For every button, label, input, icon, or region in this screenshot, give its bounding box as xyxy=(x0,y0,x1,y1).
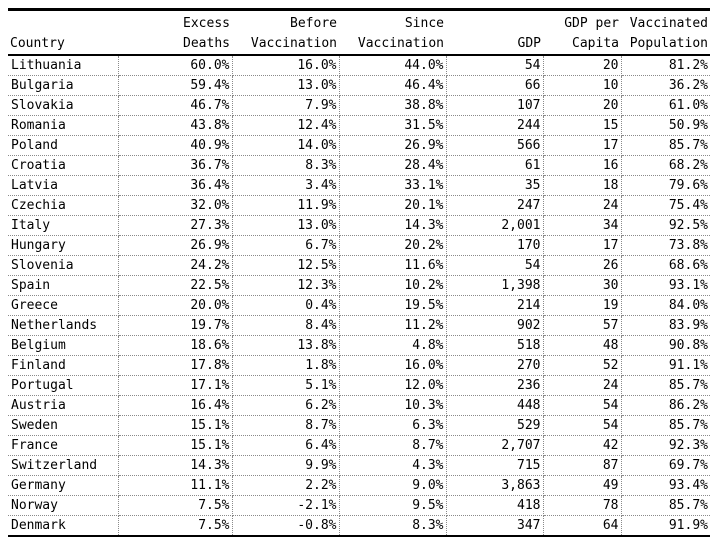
table-row xyxy=(8,436,710,456)
vaccinated-population-cell: 73.8% xyxy=(621,236,710,256)
before-vaccination-cell: 6.4% xyxy=(232,436,339,456)
table-row xyxy=(8,296,710,316)
country-cell: Slovakia xyxy=(8,96,118,116)
gdp-cell: 418 xyxy=(446,496,543,516)
before-vaccination-cell: 16.0% xyxy=(232,55,339,76)
table-row xyxy=(8,236,710,256)
since-vaccination-cell: 46.4% xyxy=(339,76,446,96)
before-vaccination-cell: 12.3% xyxy=(232,276,339,296)
gdp-per-capita-cell: 19 xyxy=(543,296,621,316)
vaccinated-population-cell: 85.7% xyxy=(621,496,710,516)
before-vaccination-cell: 3.4% xyxy=(232,176,339,196)
country-cell: Norway xyxy=(8,496,118,516)
gdp-cell: 566 xyxy=(446,136,543,156)
gdp-cell: 902 xyxy=(446,316,543,336)
gdp-cell: 107 xyxy=(446,96,543,116)
since-vaccination-cell: 11.6% xyxy=(339,256,446,276)
header-row xyxy=(8,10,710,56)
country-cell: Sweden xyxy=(8,416,118,436)
since-vaccination-cell: 10.3% xyxy=(339,396,446,416)
country-cell: Lithuania xyxy=(8,55,118,76)
since-vaccination-cell: 4.3% xyxy=(339,456,446,476)
header-since-vaccination: Since Vaccination xyxy=(339,10,446,56)
before-vaccination-cell: 8.7% xyxy=(232,416,339,436)
table-row xyxy=(8,196,710,216)
vaccinated-population-cell: 81.2% xyxy=(621,55,710,76)
gdp-per-capita-cell: 78 xyxy=(543,496,621,516)
country-cell: Italy xyxy=(8,216,118,236)
before-vaccination-cell: 12.5% xyxy=(232,256,339,276)
excess-deaths-cell: 26.9% xyxy=(118,236,232,256)
table-row xyxy=(8,496,710,516)
vaccinated-population-cell: 68.2% xyxy=(621,156,710,176)
before-vaccination-cell: 2.2% xyxy=(232,476,339,496)
before-vaccination-cell: 13.0% xyxy=(232,216,339,236)
table-row xyxy=(8,336,710,356)
before-vaccination-cell: 6.2% xyxy=(232,396,339,416)
table-row xyxy=(8,516,710,537)
vaccinated-population-cell: 85.7% xyxy=(621,376,710,396)
table-row xyxy=(8,55,710,76)
country-cell: Greece xyxy=(8,296,118,316)
gdp-cell: 170 xyxy=(446,236,543,256)
excess-deaths-cell: 46.7% xyxy=(118,96,232,116)
vaccinated-population-cell: 36.2% xyxy=(621,76,710,96)
gdp-per-capita-cell: 54 xyxy=(543,396,621,416)
excess-deaths-cell: 7.5% xyxy=(118,516,232,537)
since-vaccination-cell: 9.5% xyxy=(339,496,446,516)
country-cell: Austria xyxy=(8,396,118,416)
gdp-per-capita-cell: 15 xyxy=(543,116,621,136)
vaccinated-population-cell: 69.7% xyxy=(621,456,710,476)
before-vaccination-cell: 13.0% xyxy=(232,76,339,96)
excess-deaths-cell: 11.1% xyxy=(118,476,232,496)
gdp-cell: 214 xyxy=(446,296,543,316)
gdp-cell: 35 xyxy=(446,176,543,196)
header-gdp-per-capita: GDP per Capita xyxy=(543,10,621,56)
vaccinated-population-cell: 90.8% xyxy=(621,336,710,356)
gdp-cell: 347 xyxy=(446,516,543,537)
table-row xyxy=(8,216,710,236)
gdp-cell: 715 xyxy=(446,456,543,476)
gdp-cell: 61 xyxy=(446,156,543,176)
gdp-per-capita-cell: 20 xyxy=(543,55,621,76)
header-before-vaccination: Before Vaccination xyxy=(232,10,339,56)
before-vaccination-cell: 5.1% xyxy=(232,376,339,396)
gdp-per-capita-cell: 10 xyxy=(543,76,621,96)
gdp-cell: 2,001 xyxy=(446,216,543,236)
vaccinated-population-cell: 84.0% xyxy=(621,296,710,316)
table-row xyxy=(8,156,710,176)
table-row xyxy=(8,476,710,496)
excess-deaths-cell: 18.6% xyxy=(118,336,232,356)
excess-deaths-cell: 17.1% xyxy=(118,376,232,396)
gdp-per-capita-cell: 34 xyxy=(543,216,621,236)
vaccinated-population-cell: 91.1% xyxy=(621,356,710,376)
before-vaccination-cell: 7.9% xyxy=(232,96,339,116)
excess-deaths-cell: 32.0% xyxy=(118,196,232,216)
since-vaccination-cell: 20.2% xyxy=(339,236,446,256)
country-cell: Romania xyxy=(8,116,118,136)
since-vaccination-cell: 8.7% xyxy=(339,436,446,456)
header-vaccinated-population: Vaccinated Population xyxy=(621,10,710,56)
country-cell: Germany xyxy=(8,476,118,496)
vaccinated-population-cell: 85.7% xyxy=(621,416,710,436)
excess-deaths-cell: 36.4% xyxy=(118,176,232,196)
vaccinated-population-cell: 93.1% xyxy=(621,276,710,296)
country-cell: Denmark xyxy=(8,516,118,537)
gdp-cell: 66 xyxy=(446,76,543,96)
gdp-per-capita-cell: 54 xyxy=(543,416,621,436)
gdp-per-capita-cell: 57 xyxy=(543,316,621,336)
excess-deaths-cell: 40.9% xyxy=(118,136,232,156)
since-vaccination-cell: 44.0% xyxy=(339,55,446,76)
gdp-per-capita-cell: 64 xyxy=(543,516,621,537)
country-cell: Netherlands xyxy=(8,316,118,336)
vaccinated-population-cell: 83.9% xyxy=(621,316,710,336)
since-vaccination-cell: 6.3% xyxy=(339,416,446,436)
gdp-cell: 2,707 xyxy=(446,436,543,456)
excess-deaths-cell: 20.0% xyxy=(118,296,232,316)
before-vaccination-cell: 0.4% xyxy=(232,296,339,316)
gdp-per-capita-cell: 48 xyxy=(543,336,621,356)
excess-deaths-cell: 19.7% xyxy=(118,316,232,336)
since-vaccination-cell: 9.0% xyxy=(339,476,446,496)
before-vaccination-cell: -0.8% xyxy=(232,516,339,537)
gdp-per-capita-cell: 17 xyxy=(543,136,621,156)
excess-deaths-cell: 17.8% xyxy=(118,356,232,376)
before-vaccination-cell: 9.9% xyxy=(232,456,339,476)
header-gdp: GDP xyxy=(446,10,543,56)
gdp-cell: 3,863 xyxy=(446,476,543,496)
gdp-cell: 54 xyxy=(446,256,543,276)
excess-deaths-cell: 36.7% xyxy=(118,156,232,176)
table-row xyxy=(8,76,710,96)
vaccinated-population-cell: 91.9% xyxy=(668,517,708,533)
table-row xyxy=(8,456,710,476)
before-vaccination-cell: -2.1% xyxy=(232,496,339,516)
gdp-cell: 1,398 xyxy=(446,276,543,296)
since-vaccination-cell: 12.0% xyxy=(339,376,446,396)
country-cell: Hungary xyxy=(8,236,118,256)
vaccinated-population-cell: 61.0% xyxy=(621,96,710,116)
data-table xyxy=(8,8,710,537)
since-vaccination-cell: 14.3% xyxy=(339,216,446,236)
since-vaccination-cell: 8.3% xyxy=(339,516,446,537)
since-vaccination-cell: 10.2% xyxy=(339,276,446,296)
table-row xyxy=(8,316,710,336)
gdp-per-capita-cell: 24 xyxy=(543,196,621,216)
country-cell: Finland xyxy=(8,356,118,376)
gdp-per-capita-cell: 24 xyxy=(543,376,621,396)
vaccinated-population-cell: 93.4% xyxy=(621,476,710,496)
vaccinated-population-cell: 92.3% xyxy=(621,436,710,456)
gdp-cell: 236 xyxy=(446,376,543,396)
gdp-per-capita-cell: 17 xyxy=(543,236,621,256)
before-vaccination-cell: 6.7% xyxy=(232,236,339,256)
before-vaccination-cell: 1.8% xyxy=(232,356,339,376)
table-row xyxy=(8,356,710,376)
country-cell: Bulgaria xyxy=(8,76,118,96)
country-cell: Spain xyxy=(8,276,118,296)
excess-deaths-cell: 15.1% xyxy=(118,416,232,436)
before-vaccination-cell: 8.4% xyxy=(232,316,339,336)
header-excess-deaths: Excess Deaths xyxy=(118,10,232,56)
gdp-cell: 247 xyxy=(446,196,543,216)
since-vaccination-cell: 4.8% xyxy=(339,336,446,356)
table-row xyxy=(8,96,710,116)
excess-deaths-cell: 16.4% xyxy=(118,396,232,416)
since-vaccination-cell: 11.2% xyxy=(339,316,446,336)
gdp-per-capita-cell: 42 xyxy=(543,436,621,456)
table-row xyxy=(8,416,710,436)
before-vaccination-cell: 8.3% xyxy=(232,156,339,176)
country-cell: Croatia xyxy=(8,156,118,176)
country-cell: Poland xyxy=(8,136,118,156)
vaccinated-population-cell: 85.7% xyxy=(621,136,710,156)
country-cell: Portugal xyxy=(8,376,118,396)
vaccinated-population-cell: 75.4% xyxy=(621,196,710,216)
table-row xyxy=(8,176,710,196)
country-cell: Slovenia xyxy=(8,256,118,276)
since-vaccination-cell: 33.1% xyxy=(339,176,446,196)
table-row xyxy=(8,256,710,276)
country-cell: Czechia xyxy=(8,196,118,216)
excess-deaths-cell: 15.1% xyxy=(118,436,232,456)
vaccinated-population-cell: 79.6% xyxy=(621,176,710,196)
table-body xyxy=(8,55,710,536)
gdp-per-capita-cell: 26 xyxy=(543,256,621,276)
vaccinated-population-cell: 68.6% xyxy=(621,256,710,276)
excess-deaths-cell: 14.3% xyxy=(118,456,232,476)
country-cell: Belgium xyxy=(8,336,118,356)
excess-deaths-cell: 24.2% xyxy=(118,256,232,276)
country-cell: Switzerland xyxy=(8,456,118,476)
excess-deaths-cell: 59.4% xyxy=(118,76,232,96)
gdp-cell: 448 xyxy=(446,396,543,416)
gdp-cell: 270 xyxy=(446,356,543,376)
excess-deaths-cell: 22.5% xyxy=(118,276,232,296)
since-vaccination-cell: 31.5% xyxy=(339,116,446,136)
gdp-cell: 244 xyxy=(446,116,543,136)
since-vaccination-cell: 38.8% xyxy=(339,96,446,116)
gdp-cell: 529 xyxy=(446,416,543,436)
gdp-per-capita-cell: 20 xyxy=(543,96,621,116)
excess-deaths-cell: 27.3% xyxy=(118,216,232,236)
vaccinated-population-cell: 92.5% xyxy=(621,216,710,236)
gdp-per-capita-cell: 52 xyxy=(543,356,621,376)
since-vaccination-cell: 26.9% xyxy=(339,136,446,156)
since-vaccination-cell: 19.5% xyxy=(339,296,446,316)
table-row xyxy=(8,116,710,136)
vaccinated-population-cell: 50.9% xyxy=(621,116,710,136)
gdp-per-capita-cell: 30 xyxy=(543,276,621,296)
excess-deaths-cell: 60.0% xyxy=(118,55,232,76)
gdp-cell: 518 xyxy=(446,336,543,356)
gdp-per-capita-cell: 49 xyxy=(543,476,621,496)
vaccinated-population-cell: 86.2% xyxy=(621,396,710,416)
table-row xyxy=(8,396,710,416)
header-country: Country xyxy=(8,10,118,56)
before-vaccination-cell: 13.8% xyxy=(232,336,339,356)
excess-deaths-cell: 7.5% xyxy=(118,496,232,516)
gdp-cell: 54 xyxy=(446,55,543,76)
before-vaccination-cell: 12.4% xyxy=(232,116,339,136)
gdp-per-capita-cell: 16 xyxy=(543,156,621,176)
since-vaccination-cell: 20.1% xyxy=(339,196,446,216)
gdp-per-capita-cell: 87 xyxy=(543,456,621,476)
before-vaccination-cell: 11.9% xyxy=(232,196,339,216)
table-row xyxy=(8,276,710,296)
since-vaccination-cell: 28.4% xyxy=(339,156,446,176)
before-vaccination-cell: 14.0% xyxy=(232,136,339,156)
country-cell: France xyxy=(8,436,118,456)
excess-deaths-cell: 43.8% xyxy=(118,116,232,136)
table-row xyxy=(8,376,710,396)
table-row xyxy=(8,136,710,156)
country-cell: Latvia xyxy=(8,176,118,196)
since-vaccination-cell: 16.0% xyxy=(339,356,446,376)
gdp-per-capita-cell: 18 xyxy=(543,176,621,196)
